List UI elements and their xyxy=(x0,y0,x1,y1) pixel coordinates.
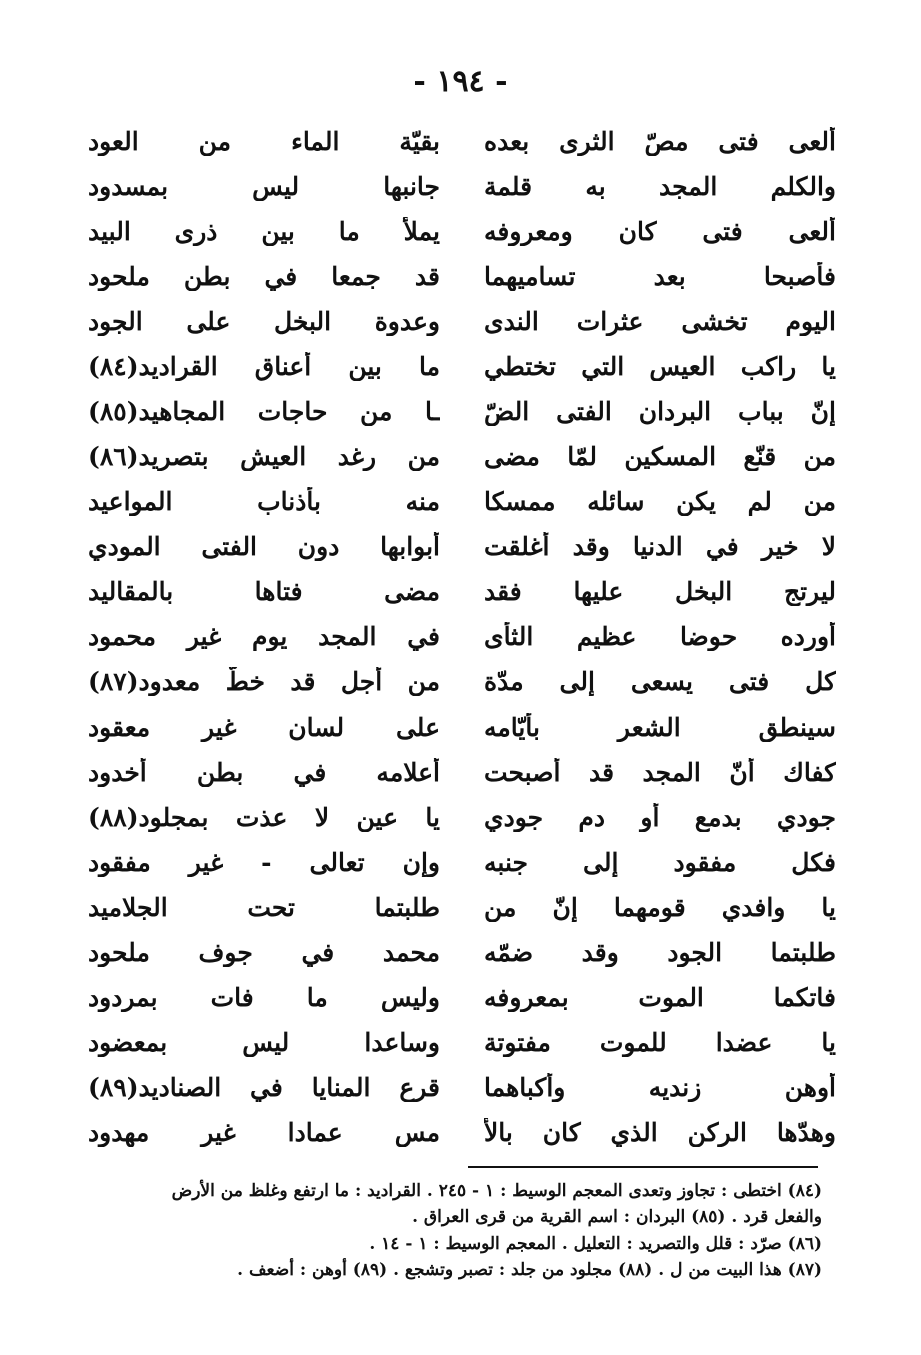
first-hemistich: يا وافدي قومهما إنّ من xyxy=(484,892,836,922)
couplet xyxy=(88,1114,836,1152)
first-hemistich: ألعى فتى مصّ الثرى بعده xyxy=(484,126,836,156)
second-hemistich: جانبها ليس بمسدود xyxy=(88,171,440,201)
first-hemistich: من لم يكن سائله ممسكا xyxy=(484,487,836,517)
second-hemistich: من رغد العيش بتصريد(٨٦) xyxy=(88,442,440,472)
footnotes xyxy=(96,1178,822,1283)
second-hemistich: في المجد يوم غير محمود xyxy=(88,622,440,652)
first-hemistich: ليرتج البخل عليها فقد xyxy=(484,577,836,607)
couplet xyxy=(88,708,836,746)
couplet xyxy=(88,167,836,205)
couplet xyxy=(88,122,836,160)
first-hemistich: اليوم تخشى عثرات الندى xyxy=(484,306,836,336)
first-hemistich: كفاك أنّ المجد قد أصبحت xyxy=(484,757,836,787)
first-hemistich: لا خير في الدنيا وقد أغلقت xyxy=(484,532,836,562)
second-hemistich: على لسان غير معقود xyxy=(88,712,440,742)
couplet xyxy=(88,1069,836,1107)
second-hemistich: قد جمعا في بطن ملحود xyxy=(88,261,440,291)
second-hemistich: أبوابها دون الفتى المودي xyxy=(88,532,440,562)
second-hemistich: ما بين أعناق القراديد(٨٤) xyxy=(88,351,440,381)
couplet xyxy=(88,753,836,791)
second-hemistich: يملأ ما بين ذرى البيد xyxy=(88,216,440,246)
couplet xyxy=(88,663,836,701)
couplet xyxy=(88,347,836,385)
first-hemistich: سينطق الشعر بأيّامه xyxy=(484,712,836,742)
second-hemistich: وساعدا ليس بمعضود xyxy=(88,1028,440,1058)
second-hemistich: منه بأذناب المواعيد xyxy=(88,487,440,517)
couplet xyxy=(88,843,836,881)
second-hemistich: من أجل قد خطّ معدود(٨٧) xyxy=(88,667,440,697)
first-hemistich: جودي بدمع أو دم جودي xyxy=(484,802,836,832)
footnote-line: والفعل قرد . (٨٥) البردان : اسم القرية من قرى العراق . xyxy=(412,1207,822,1228)
couplet xyxy=(88,1024,836,1062)
second-hemistich: وإن تعالى - غير مفقود xyxy=(88,847,440,877)
footnote-line: (٨٤) اختطى : تجاوز وتعدى المعجم الوسيط : ١ - ٢٤٥ . القراديد : ما ارتفع وغلظ من الأرض xyxy=(171,1181,822,1201)
poem xyxy=(88,122,836,1152)
second-hemistich: أعلامه في بطن أخدود xyxy=(88,757,440,787)
first-hemistich: ألعى فتى كان ومعروفه xyxy=(484,216,836,246)
couplet xyxy=(88,212,836,250)
second-hemistich: قرع المنايا في الصناديد(٨٩) xyxy=(88,1073,440,1103)
footnote-divider xyxy=(468,1166,818,1168)
first-hemistich: فأصبحا بعد تساميهما xyxy=(484,261,836,291)
first-hemistich: طلبتما الجود وقد ضمّه xyxy=(484,937,836,967)
couplet xyxy=(88,573,836,611)
couplet xyxy=(88,392,836,430)
couplet xyxy=(88,933,836,971)
couplet xyxy=(88,978,836,1016)
couplet xyxy=(88,528,836,566)
second-hemistich: وليس ما فات بمردود xyxy=(88,982,440,1012)
first-hemistich: وهدّها الركن الذي كان بالأ xyxy=(484,1118,836,1148)
page-number: - ١٩٤ - xyxy=(413,64,508,99)
first-hemistich: يا راكب العيس التي تختطي xyxy=(484,351,836,381)
first-hemistich: كل فتى يسعى إلى مدّة xyxy=(484,667,836,697)
second-hemistich: محمد في جوف ملحود xyxy=(88,937,440,967)
first-hemistich: أوهن زنديه وأكباهما xyxy=(484,1073,836,1103)
couplet xyxy=(88,618,836,656)
couplet xyxy=(88,798,836,836)
first-hemistich: فاتكما الموت بمعروفه xyxy=(484,982,836,1012)
second-hemistich: مضى فتاها بالمقاليد xyxy=(88,577,440,607)
couplet xyxy=(88,257,836,295)
couplet xyxy=(88,483,836,521)
couplet xyxy=(88,302,836,340)
couplet xyxy=(88,438,836,476)
first-hemistich: يا عضدا للموت مفتوتة xyxy=(484,1028,836,1058)
couplet xyxy=(88,888,836,926)
first-hemistich: أورده حوضا عظيم الثأى xyxy=(484,622,836,652)
footnote-line: (٨٧) هذا البيت من ل . (٨٨) مجلود من جلد : تصبر وتشجع . (٨٩) أوهن : أضعف . xyxy=(237,1260,822,1281)
first-hemistich: فكل مفقود إلى جنبه xyxy=(484,847,836,877)
second-hemistich: وعدوة البخل على الجود xyxy=(88,306,440,336)
second-hemistich: ـا من حاجات المجاهيد(٨٥) xyxy=(88,396,440,426)
second-hemistich: مس عمادا غير مهدود xyxy=(88,1118,440,1148)
second-hemistich: يا عين لا عذت بمجلود(٨٨) xyxy=(88,802,440,832)
first-hemistich: والكلم المجد به قلمة xyxy=(484,171,836,201)
second-hemistich: بقيّة الماء من العود xyxy=(88,126,440,156)
first-hemistich: من قنّع المسكين لمّا مضى xyxy=(484,442,836,472)
second-hemistich: طلبتما تحت الجلاميد xyxy=(88,892,440,922)
footnote-line: (٨٦) صرّد : قلل والتصريد : التعليل . المعجم الوسيط : ١ - ١٤ . xyxy=(369,1233,822,1254)
first-hemistich: إنّ بباب البردان الفتى الضّ xyxy=(484,396,836,426)
